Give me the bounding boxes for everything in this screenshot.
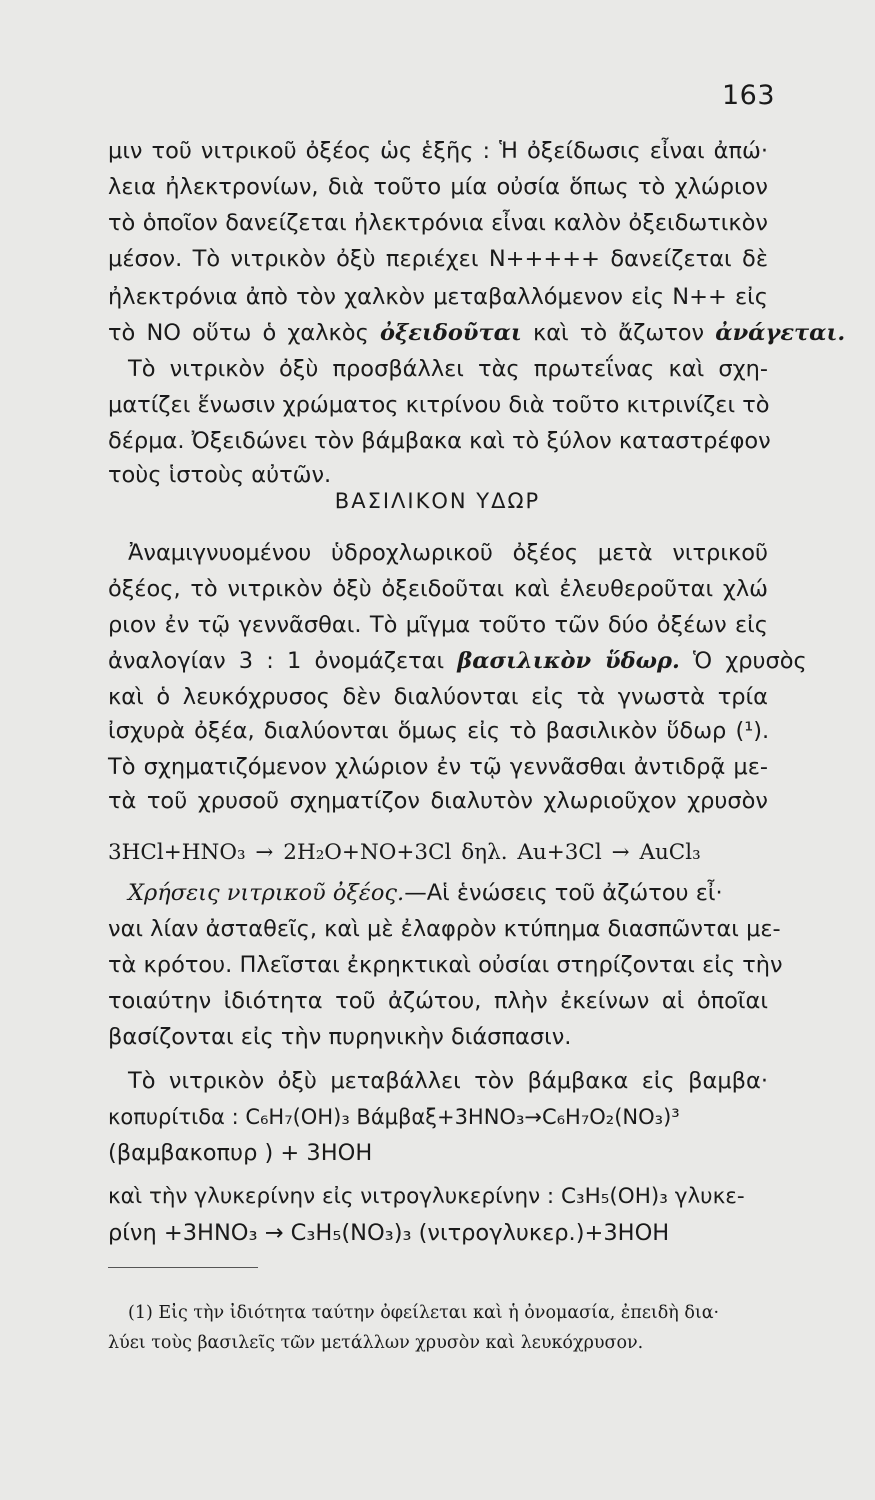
footnote-line: (1) Εἰς τὴν ἰδιότητα ταύτην ὀφείλεται καὶ ἡ ὀνομασία, ἐπειδὴ δια· [128, 1303, 720, 1323]
emphasis-reduced: ἀνάγεται. [715, 320, 846, 346]
footnote-divider [108, 1267, 258, 1268]
equation-aqua-regia: 3HCl+HNO₃ → 2H₂O+NO+3Cl δηλ. Au+3Cl → AuCl₃ [108, 840, 701, 865]
text-run: καὶ τὸ ἄζωτον [532, 320, 705, 346]
text-line: καὶ τὴν γλυκερίνην εἰς νιτρογλυκερίνην : C₃H₅(OH)₃ γλυκε- [108, 1184, 745, 1209]
text-line: τὰ κρότου. Πλεῖσται ἐκρηκτικαὶ οὐσίαι στηρίζονται εἰς τὴν [108, 952, 783, 978]
text-run: —Αἱ ἑνώσεις τοῦ ἀζώτου εἶ· [404, 880, 723, 906]
section-heading: ΒΑΣΙΛΙΚΟΝ ΥΔΩΡ [334, 489, 541, 513]
text-line: μιν τοῦ νιτρικοῦ ὀξέος ὡς ἑξῆς : Ἡ ὀξείδωσις εἶναι ἀπώ· [108, 138, 768, 164]
text-line: Ἀναμιγνυομένου ὑδροχλωρικοῦ ὀξέος μετὰ νιτρικοῦ [128, 540, 768, 566]
text-line: μέσον. Τὸ νιτρικὸν ὀξὺ περιέχει N+++++ δανείζεται δὲ [108, 246, 768, 272]
text-line: ματίζει ἕνωσιν χρώματος κιτρίνου διὰ τοῦτο κιτρινίζει τὸ [108, 392, 770, 418]
text-line: βασίζονται εἰς τὴν πυρηνικὴν διάσπασιν. [108, 1024, 572, 1050]
text-line [108, 646, 807, 676]
text-line: τὰ τοῦ χρυσοῦ σχηματίζον διαλυτὸν χλωριοῦχον χρυσὸν [108, 788, 768, 814]
equation-nitroglycerine: ρίνη +3HNO₃ → C₃H₅(NO₃)₃ (νιτρογλυκερ.)+3HOH [108, 1220, 670, 1246]
text-line: ὀξέος, τὸ νιτρικὸν ὀξὺ ὀξειδοῦται καὶ ἐλευθεροῦται χλώ [108, 576, 768, 602]
text-line: ναι λίαν ἀσταθεῖς, καὶ μὲ ἐλαφρὸν κτύπημα διασπῶνται με- [108, 916, 781, 942]
text-line: τοὺς ἱστοὺς αὐτῶν. [108, 462, 332, 488]
text-line: Τὸ νιτρικὸν ὀξὺ προσβάλλει τὰς πρωτεΐνας καὶ σχη- [128, 356, 768, 382]
text-line: Τὸ νιτρικὸν ὀξὺ μεταβάλλει τὸν βάμβακα εἰς βαμβα· [128, 1068, 768, 1094]
text-line: (βαμβακοπυρ ) + 3HOH [108, 1140, 373, 1166]
text-line: τὸ ὁποῖον δανείζεται ἠλεκτρόνια εἶναι καλὸν ὀξειδωτικὸν [108, 210, 768, 236]
text-line [108, 318, 846, 348]
text-line: καὶ ὁ λευκόχρυσος δὲν διαλύονται εἰς τὰ γνωστὰ τρία [108, 684, 768, 710]
text-run: Ὁ χρυσὸς [692, 648, 807, 674]
page-number: 163 [722, 80, 776, 111]
text-line: Τὸ σχηματιζόμενον χλώριον ἐν τῷ γεννᾶσθαι ἀντιδρᾷ με- [108, 754, 768, 780]
text-line: τοιαύτην ἰδιότητα τοῦ ἀζώτου, πλὴν ἐκείνων αἱ ὁποῖαι [108, 988, 768, 1014]
equation-guncotton: κοπυρίτιδα : C₆H₇(OH)₃ Βάμβαξ+3HNO₃→C₆H₇O₂(NO₃)³ [108, 1105, 680, 1129]
text-run: ἀναλογίαν 3 : 1 ὀνομάζεται [108, 648, 445, 674]
text-line [128, 878, 768, 908]
text-line: ἰσχυρὰ ὀξέα, διαλύονται ὅμως εἰς τὸ βασιλικὸν ὕδωρ (¹). [108, 718, 770, 744]
text-line: δέρμα. Ὀξειδώνει τὸν βάμβακα καὶ τὸ ξύλον καταστρέφον [108, 428, 771, 454]
emphasis-aqua-regia: βασιλικὸν ὕδωρ. [457, 648, 680, 674]
uses-heading: Χρήσεις νιτρικοῦ ὀξέος. [128, 880, 405, 906]
text-line: ριον ἐν τῷ γεννᾶσθαι. Τὸ μῖγμα τοῦτο τῶν δύο ὀξέων εἰς [108, 612, 768, 638]
footnote-line: λύει τοὺς βασιλεῖς τῶν μετάλλων χρυσὸν καὶ λευκόχρυσον. [108, 1333, 644, 1353]
emphasis-oxidized: ὀξειδοῦται [379, 320, 522, 346]
text-line: ἠλεκτρόνια ἀπὸ τὸν χαλκὸν μεταβαλλόμενον εἰς N++ εἰς [108, 284, 768, 310]
text-line: λεια ἠλεκτρονίων, διὰ τοῦτο μία οὐσία ὅπως τὸ χλώριον [108, 174, 768, 200]
text-run: τὸ NO οὕτω ὁ χαλκὸς [108, 320, 369, 346]
